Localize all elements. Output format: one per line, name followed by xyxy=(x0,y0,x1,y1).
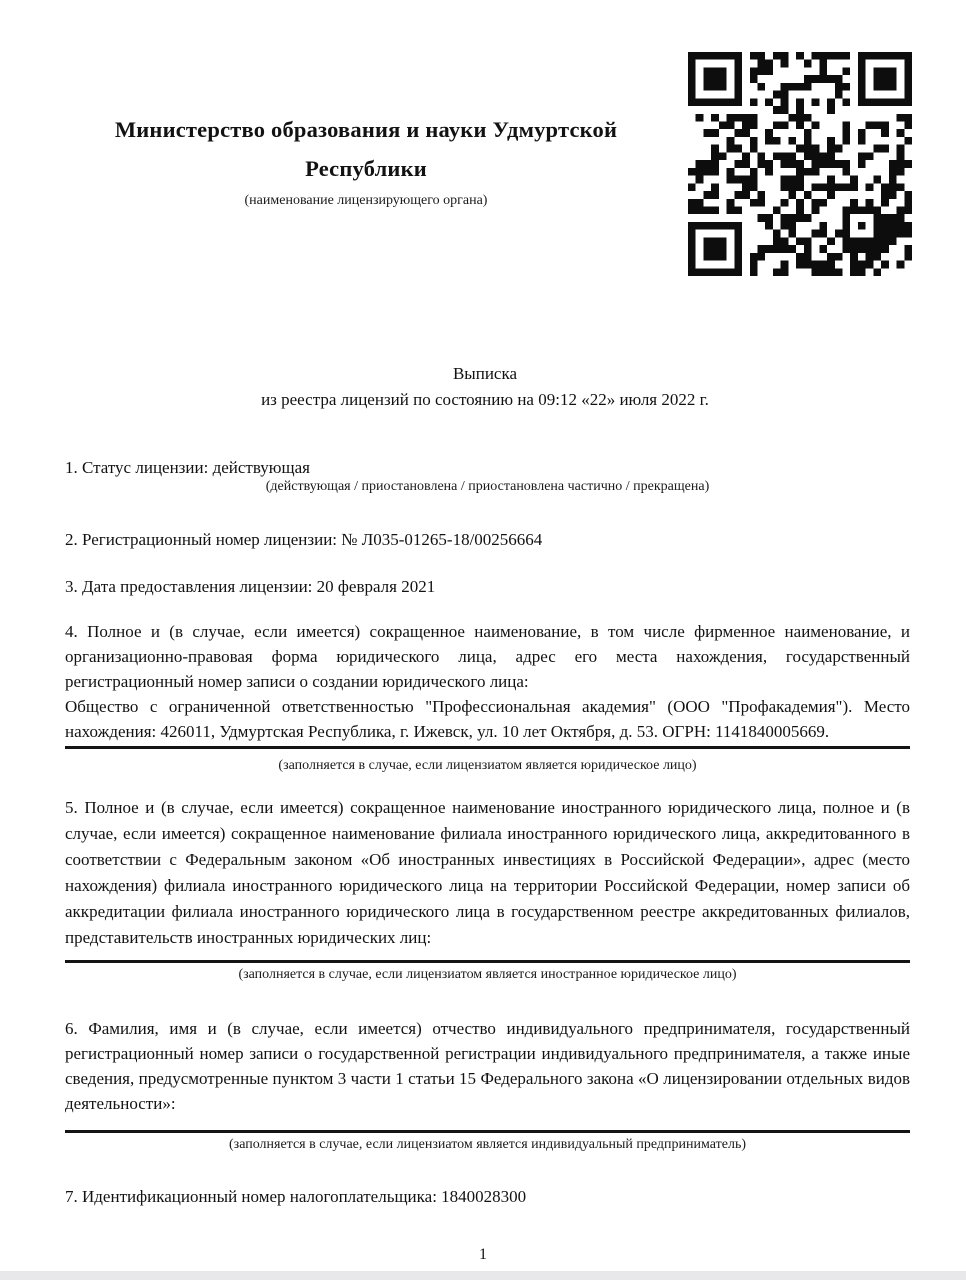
licensing-authority-caption: (наименование лицензирующего органа) xyxy=(244,193,488,208)
item-legal-entity-value: Общество с ограниченной ответственностью "Профессиональная академия" (ООО "Профакадемия"). Место нахождения: 426011, Удмуртская Республика, г. Ижевск, ул. 10 лет Октября, д. 53. ОГРН: 1141840005669. xyxy=(65,694,910,749)
page-number: 1 xyxy=(479,1246,487,1263)
blank-fill-line-foreign-entity xyxy=(65,960,910,963)
item-legal-entity-caption: (заполняется в случае, если лицензиатом является юридическое лицо) xyxy=(278,758,697,773)
item-individual-entrepreneur-caption: (заполняется в случае, если лицензиатом является индивидуальный предприниматель) xyxy=(229,1137,746,1152)
item-legal-entity-text: 4. Полное и (в случае, если имеется) сокращенное наименование, в том числе фирменное наименование, и организационно-правовая форма юридического лица, адрес его места нахождения, государственный регистрационный номер записи о создании юридического лица: xyxy=(65,622,910,691)
item-foreign-entity: 5. Полное и (в случае, если имеется) сокращенное наименование иностранного юридического лица, полное и (в случае, если имеется) сокращенное наименование филиала иностранного юридического лица, аккредитованного в соответствии с Федеральным законом «Об иностранных инвестициях в Российской Федерации», адрес (место нахождения) филиала иностранного юридического лица на территории Российской Федерации, номер записи об аккредитации филиала иностранного юридического лица в государственном реестре аккредитованных филиалов, представительств иностранных юридических лиц: xyxy=(65,798,910,947)
blank-fill-line-individual-entrepreneur xyxy=(65,1130,910,1133)
qr-code-icon xyxy=(688,52,912,276)
item-license-status: 1. Статус лицензии: действующая xyxy=(65,458,310,477)
item-foreign-entity-caption: (заполняется в случае, если лицензиатом является иностранное юридическое лицо) xyxy=(238,967,737,982)
licensing-authority-header xyxy=(56,110,676,209)
item-individual-entrepreneur: 6. Фамилия, имя и (в случае, если имеется) отчество индивидуального предпринимателя, государственный регистрационный номер записи о государственной регистрации индивидуального предпринимателя, а также иные сведения, предусмотренные пунктом 3 части 1 статьи 15 Федерального закона «О лицензировании отдельных видов деятельности»: xyxy=(65,1019,910,1113)
item-taxpayer-id: 7. Идентификационный номер налогоплательщика: 1840028300 xyxy=(65,1187,527,1206)
document-title-line1: Выписка xyxy=(452,364,518,383)
document-title xyxy=(60,361,910,413)
document-title-line2: из реестра лицензий по состоянию на 09:12 «22» июля 2022 г. xyxy=(261,390,709,409)
licensing-authority-name: Министерство образования и науки Удмуртской Республики xyxy=(114,117,618,181)
item-legal-entity xyxy=(65,619,910,778)
item-license-grant-date: 3. Дата предоставления лицензии: 20 февраля 2021 xyxy=(65,577,436,596)
item-license-status-caption: (действующая / приостановлена / приостановлена частично / прекращена) xyxy=(265,479,710,494)
item-registration-number: 2. Регистрационный номер лицензии: № Л035-01265-18/00256664 xyxy=(65,530,543,549)
page-edge-strip xyxy=(0,1271,966,1280)
